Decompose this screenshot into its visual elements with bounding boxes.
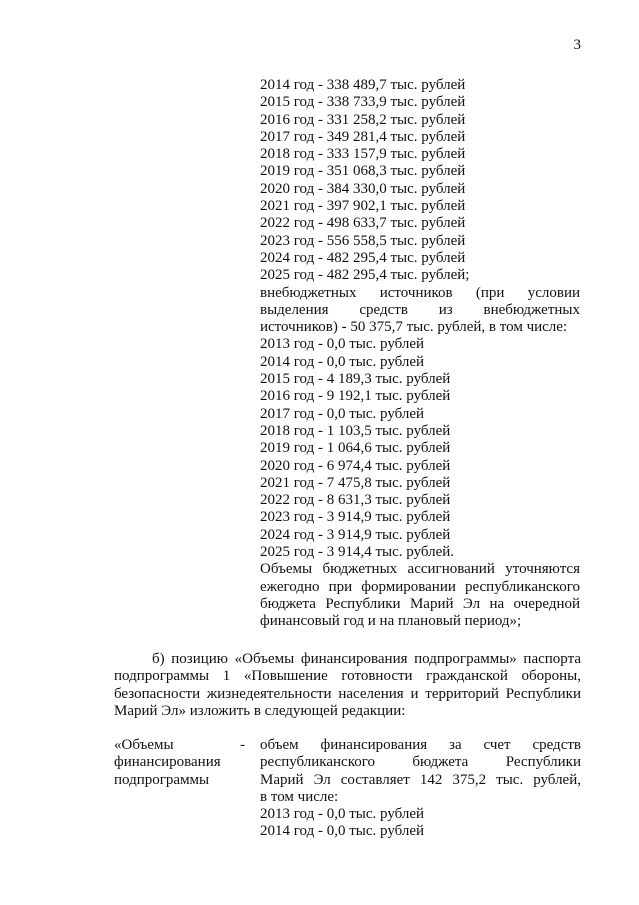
year-line: 2019 год - 1 064,6 тыс. рублей [260,440,451,457]
paragraph-b-line: подпрограммы 1 «Повышение готовности гражданской обороны, [114,668,581,685]
clarification-line: финансовый год и на плановый период»; [260,613,522,630]
row-content-line: в том числе: [260,788,339,805]
page-number: 3 [573,37,581,53]
year-line: 2014 год - 338 489,7 тыс. рублей [260,77,466,93]
extrabudget-line: источников) - 50 375,7 тыс. рублей, в том числе: [260,319,568,336]
year-line: 2017 год - 0,0 тыс. рублей [260,405,425,422]
row-heading [114,737,234,789]
row-content-line: республиканского бюджета Республики [260,754,581,771]
extrabudget-line: внебюджетных источников (при условии [260,284,580,301]
row-content-line: 2014 год - 0,0 тыс. рублей [260,823,425,840]
year-line: 2022 год - 498 633,7 тыс. рублей [260,215,466,232]
year-line: 2020 год - 6 974,4 тыс. рублей [260,457,451,474]
year-line: 2025 год - 482 295,4 тыс. рублей; [260,267,470,284]
year-line: 2015 год - 4 189,3 тыс. рублей [260,371,451,388]
extrabudget-line: выделения средств из внебюджетных [260,301,580,318]
year-line: 2024 год - 3 914,9 тыс. рублей [260,526,451,543]
year-line: 2023 год - 3 914,9 тыс. рублей [260,509,451,526]
year-line: 2024 год - 482 295,4 тыс. рублей [260,249,466,266]
clarification-paragraph [260,561,580,630]
paragraph-b-line: безопасности жизнедеятельности населения и территорий Республики [114,685,581,702]
row-content-line: Марий Эл составляет 142 375,2 тыс. рублей, [260,771,581,788]
year-line: 2020 год - 384 330,0 тыс. рублей [260,180,466,197]
clarification-line: ежегодно при формировании республиканского [260,578,580,595]
row-heading-line: «Объемы [114,737,174,753]
clarification-line: Объемы бюджетных ассигнований уточняются [260,561,580,578]
year-line: 2021 год - 7 475,8 тыс. рублей [260,474,451,491]
clarification-line: бюджета Республики Марий Эл на очередной [260,595,580,612]
year-line: 2015 год - 338 733,9 тыс. рублей [260,94,466,111]
year-line: 2019 год - 351 068,3 тыс. рублей [260,163,466,180]
paragraph-b-line: Марий Эл» изложить в следующей редакции: [114,702,406,719]
year-line: 2018 год - 1 103,5 тыс. рублей [260,422,451,439]
year-line: 2022 год - 8 631,3 тыс. рублей [260,492,451,509]
funding-by-year-list [260,77,580,631]
row-heading-line: финансирования [114,754,221,771]
year-line: 2016 год - 9 192,1 тыс. рублей [260,388,451,405]
paragraph-b-line: б) позицию «Объемы финансирования подпрограммы» паспорта [152,651,581,667]
row-content-line: объем финансирования за счет средств [260,737,581,753]
year-line: 2017 год - 349 281,4 тыс. рублей [260,128,466,145]
year-line: 2016 год - 331 258,2 тыс. рублей [260,111,466,128]
row-heading-line: подпрограммы [114,771,210,788]
year-line: 2023 год - 556 558,5 тыс. рублей [260,232,466,249]
extrabudget-paragraph [260,285,580,337]
year-line: 2018 год - 333 157,9 тыс. рублей [260,146,466,163]
year-line: 2013 год - 0,0 тыс. рублей [260,336,425,353]
row-dash: - [240,737,245,753]
row-content-line: 2013 год - 0,0 тыс. рублей [260,806,425,823]
year-line: 2014 год - 0,0 тыс. рублей [260,353,425,370]
year-line: 2025 год - 3 914,4 тыс. рублей. [260,544,455,561]
row-content [260,737,581,841]
paragraph-b [114,651,581,720]
year-line: 2021 год - 397 902,1 тыс. рублей [260,198,466,215]
